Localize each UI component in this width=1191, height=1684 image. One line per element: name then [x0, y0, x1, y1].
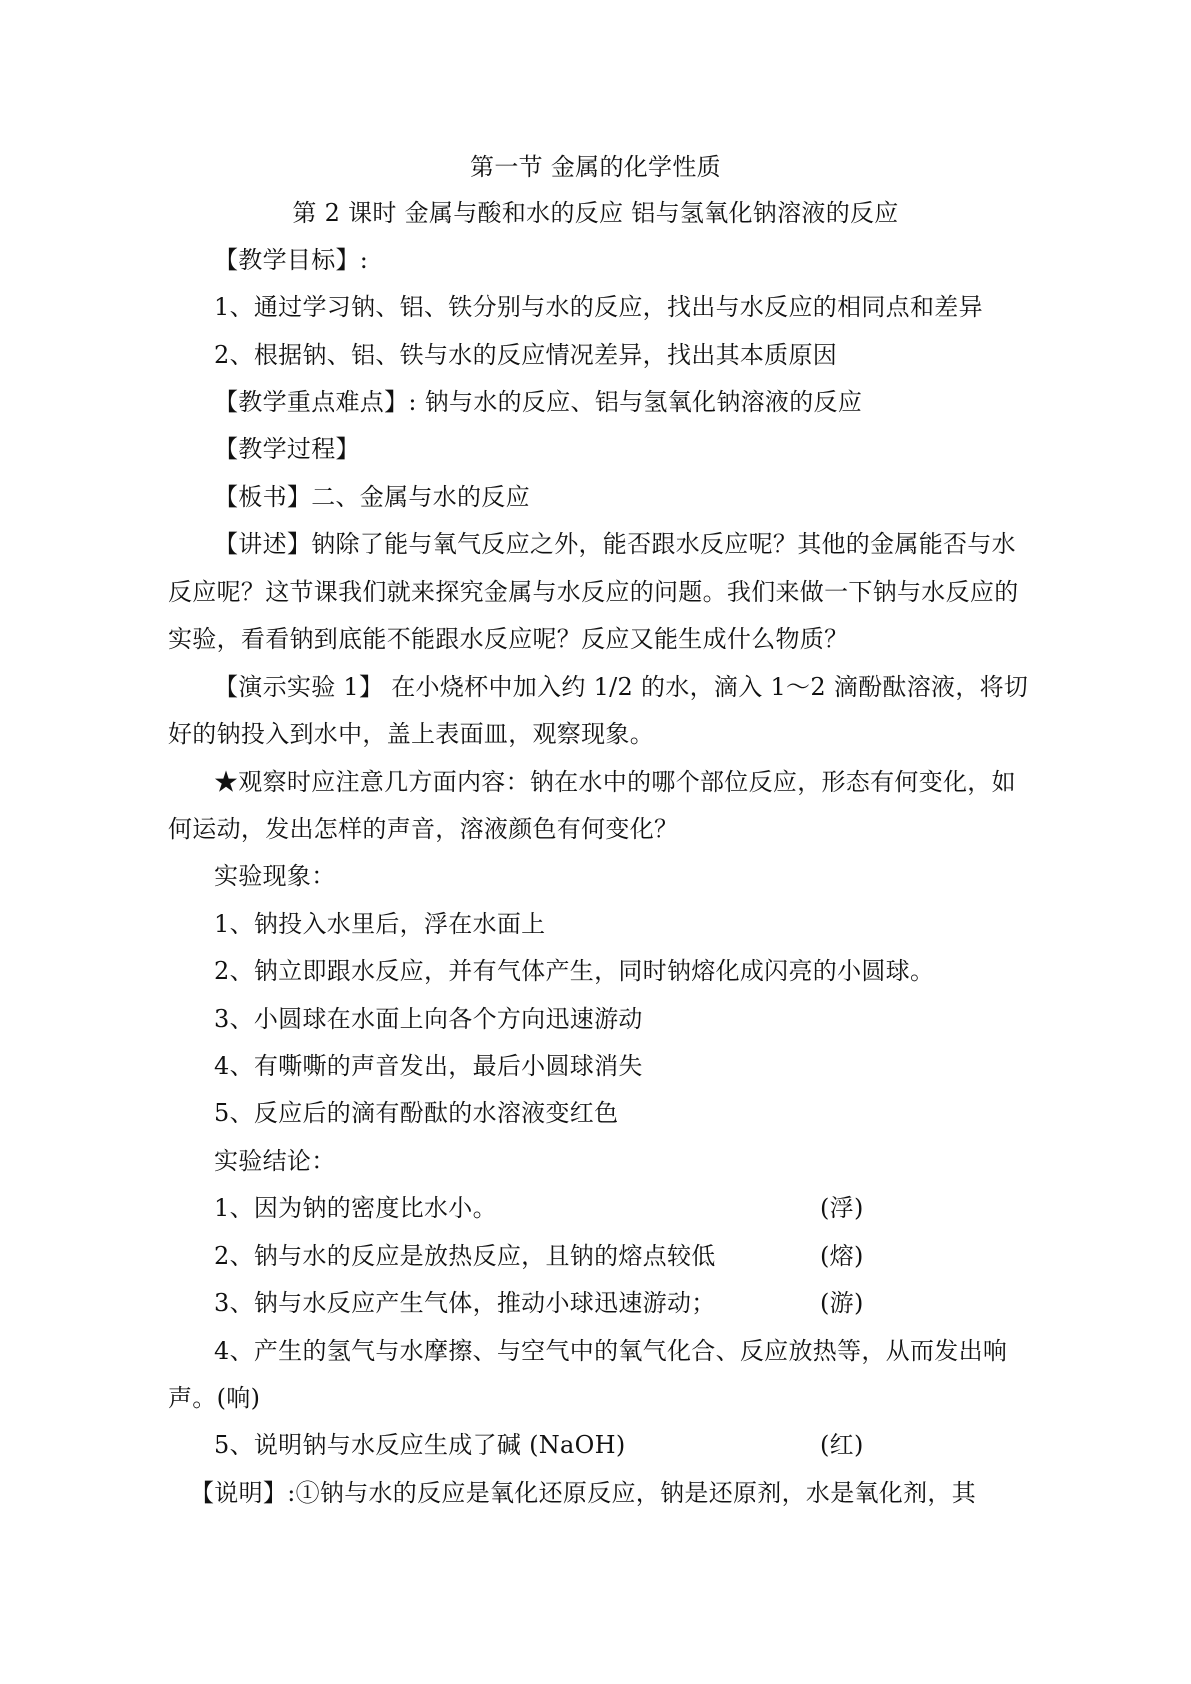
- observe-line-1: ★观察时应注意几方面内容：钠在水中的哪个部位反应，形态有何变化，如: [214, 768, 1016, 796]
- goal-item-2: 2、根据钠、铝、铁与水的反应情况差异，找出其本质原因: [214, 341, 838, 369]
- goal-item-1: 1、通过学习钠、铝、铁分别与水的反应，找出与水反应的相同点和差异: [214, 293, 983, 321]
- lecture-line-3: 实验，看看钠到底能不能跟水反应呢？反应又能生成什么物质？: [168, 625, 849, 653]
- phenomenon-item-3: 3、小圆球在水面上向各个方向迅速游动: [214, 1005, 643, 1033]
- goals-heading: 【教学目标】:: [214, 246, 369, 274]
- phenomenon-item-2: 2、钠立即跟水反应，并有气体产生，同时钠熔化成闪亮的小圆球。: [214, 957, 935, 985]
- conclusion-mark-3: (游): [820, 1289, 864, 1317]
- conclusion-item-2: 2、钠与水的反应是放热反应，且钠的熔点较低: [214, 1242, 716, 1270]
- phenomena-heading: 实验现象：: [214, 862, 336, 890]
- note-paragraph: [190, 1478, 976, 1508]
- conclusion-item-1: 1、因为钠的密度比水小。: [214, 1194, 497, 1222]
- key-points-text: 钠与水的反应、铝与氢氧化钠溶液的反应: [416, 388, 863, 416]
- demo-line-1: [214, 672, 1028, 702]
- conclusions-heading: 实验结论：: [214, 1147, 336, 1175]
- phenomenon-item-4: 4、有嘶嘶的声音发出，最后小圆球消失: [214, 1052, 643, 1080]
- conclusion-mark-1: (浮): [820, 1194, 864, 1222]
- board-paragraph: [214, 482, 530, 512]
- board-text: 二、金属与水的反应: [311, 483, 530, 511]
- conclusion-item-3: 3、钠与水反应产生气体，推动小球迅速游动；: [214, 1289, 716, 1317]
- lecture-text-1: 钠除了能与氧气反应之外，能否跟水反应呢？其他的金属能否与水: [311, 530, 1016, 558]
- board-tag: 【板书】: [214, 483, 312, 511]
- lecture-line-2: 反应呢？这节课我们就来探究金属与水反应的问题。我们来做一下钠与水反应的: [168, 578, 1019, 606]
- process-heading: 【教学过程】: [214, 435, 360, 463]
- key-points-tag: 【教学重点难点】:: [214, 388, 417, 416]
- conclusion-item-5: 5、说明钠与水反应生成了碱 (NaOH): [214, 1431, 626, 1459]
- section-title: 第一节 金属的化学性质: [470, 153, 721, 181]
- phenomenon-item-5: 5、反应后的滴有酚酞的水溶液变红色: [214, 1099, 619, 1127]
- demo-line-2: 好的钠投入到水中，盖上表面皿，观察现象。: [168, 720, 654, 748]
- note-tag: 【说明】:: [190, 1479, 296, 1507]
- phenomenon-item-1: 1、钠投入水里后，浮在水面上: [214, 910, 546, 938]
- note-text: ①钠与水的反应是氧化还原反应，钠是还原剂，水是氧化剂，其: [295, 1479, 976, 1507]
- key-points-paragraph: [214, 387, 862, 417]
- demo-text-1: 在小烧杯中加入约 1/2 的水，滴入 1～2 滴酚酞溶液，将切: [383, 673, 1029, 701]
- conclusion-mark-2: (熔): [820, 1242, 864, 1270]
- lecture-line-1: [214, 529, 1016, 559]
- demo-tag: 【演示实验 1】: [214, 673, 384, 701]
- conclusion-mark-5: (红): [820, 1431, 864, 1459]
- conclusion-item-4-line-1: 4、产生的氢气与水摩擦、与空气中的氧气化合、反应放热等，从而发出响: [214, 1337, 1008, 1365]
- lecture-tag: 【讲述】: [214, 530, 312, 558]
- conclusion-item-4-line-2: 声。(响): [168, 1384, 261, 1412]
- lesson-subtitle: 第 2 课时 金属与酸和水的反应 铝与氢氧化钠溶液的反应: [292, 199, 899, 227]
- observe-line-2: 何运动，发出怎样的声音，溶液颜色有何变化？: [168, 815, 679, 843]
